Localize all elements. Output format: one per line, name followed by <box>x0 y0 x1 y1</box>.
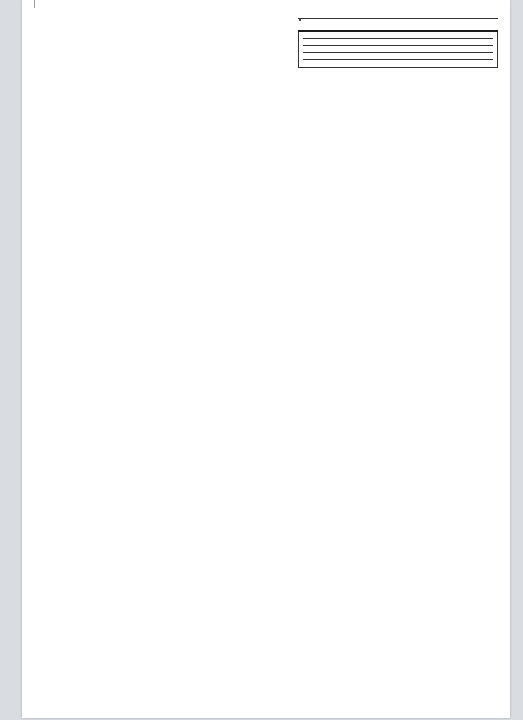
destination-row <box>298 16 498 19</box>
document-page <box>22 0 510 718</box>
pricing-safety-column <box>298 16 498 68</box>
divider <box>303 45 493 46</box>
divider <box>303 52 493 53</box>
pricing-box <box>298 16 498 22</box>
divider <box>303 38 493 39</box>
safety-ratings-box <box>298 32 498 68</box>
page-edge-mark <box>34 0 35 8</box>
divider <box>303 59 493 60</box>
